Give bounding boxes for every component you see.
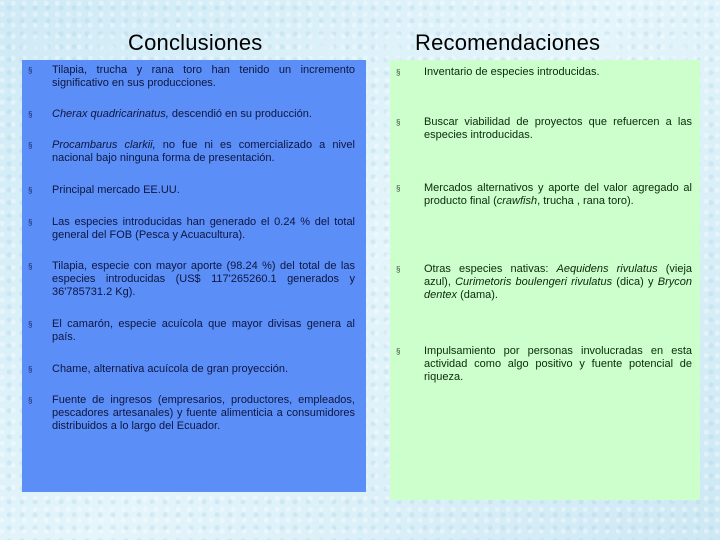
bullet-icon: §: [28, 66, 33, 75]
recommendation-text: (vieja azul),: [424, 263, 693, 288]
bullet-icon: §: [28, 141, 33, 150]
recommendation-item: Buscar viabilidad de proyectos que refuercen a las especies introducidas.: [424, 116, 692, 141]
conclusion-item: Tilapia, especie con mayor aporte (98.24 %) del total de las especies introducidas (US$ 117'265260.1 generados y 36'785731.2 Kg).: [52, 260, 355, 298]
conclusion-text: no fue ni es comercializado a nivel nacional bajo ninguna forma de presentación.: [52, 139, 355, 164]
bullet-icon: §: [396, 68, 401, 77]
species-name: Aequidens rivulatus: [556, 263, 658, 275]
bullet-icon: §: [28, 110, 33, 119]
recommendations-heading: Recomendaciones: [415, 30, 601, 55]
recommendation-text: Otras especies nativas:: [424, 263, 557, 275]
recommendation-item: [424, 263, 692, 302]
species-name: Cherax quadricarinatus,: [52, 108, 169, 120]
conclusion-item: Fuente de ingresos (empresarios, productores, empleados, pescadores artesanales) y fuente alimenticia a consumidores distribuidos a lo largo del Ecuador.: [52, 394, 355, 432]
recommendation-item: [424, 182, 692, 208]
bullet-icon: §: [28, 365, 33, 374]
conclusions-heading: Conclusiones: [128, 30, 263, 55]
conclusion-item: Principal mercado EE.UU.: [52, 184, 180, 196]
conclusion-item: Chame, alternativa acuícola de gran proyección.: [52, 363, 289, 375]
conclusion-item: Tilapia, trucha y rana toro han tenido un incremento significativo en sus producciones.: [52, 64, 355, 89]
species-name: crawfish: [496, 195, 538, 207]
bullet-icon: §: [396, 347, 401, 356]
recommendation-item: Inventario de especies introducidas.: [424, 66, 600, 78]
recommendation-text: Mercados alternativos y aporte del valor agregado al producto final (: [424, 182, 692, 207]
species-name: Procambarus clarkii,: [52, 139, 156, 151]
bullet-icon: §: [396, 184, 401, 193]
recommendation-text: (dama).: [457, 289, 498, 301]
bullet-icon: §: [28, 218, 33, 227]
species-name: Brycon dentex: [424, 276, 692, 301]
recommendation-item: Impulsamiento por personas involucradas en esta actividad como algo positivo y fuente potencial de riqueza.: [424, 345, 692, 383]
bullet-icon: §: [396, 265, 401, 274]
bullet-icon: §: [28, 262, 33, 271]
bullet-icon: §: [28, 320, 33, 329]
species-name: Curimetoris boulengeri rivulatus: [455, 276, 613, 288]
conclusion-item: [52, 108, 355, 121]
conclusion-item: Las especies introducidas han generado el 0.24 % del total general del FOB (Pesca y Acuacultura).: [52, 216, 355, 241]
bullet-icon: §: [396, 118, 401, 127]
recommendation-text: , trucha , rana toro).: [537, 195, 634, 207]
conclusions-panel: [22, 60, 366, 492]
recommendations-panel: [390, 60, 700, 500]
bullet-icon: §: [28, 186, 33, 195]
recommendation-text: (dica) y: [612, 276, 658, 288]
conclusion-text: descendió en su producción.: [168, 108, 312, 120]
conclusion-item: El camarón, especie acuícola que mayor divisas genera al país.: [52, 318, 355, 343]
conclusion-item: [52, 139, 355, 165]
bullet-icon: §: [28, 396, 33, 405]
